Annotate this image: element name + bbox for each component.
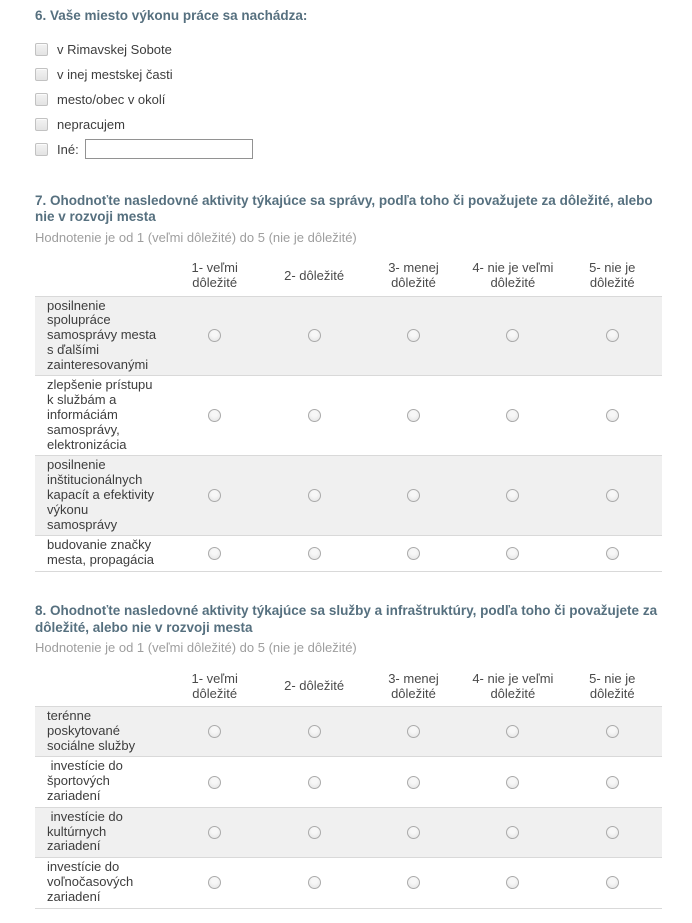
radio-cell xyxy=(463,456,562,535)
radio-button[interactable] xyxy=(308,547,321,560)
row-label: investície do voľnočasových zariadení xyxy=(47,859,137,904)
radio-button[interactable] xyxy=(506,547,519,560)
matrix-row xyxy=(35,296,662,376)
radio-button[interactable] xyxy=(208,876,221,889)
radio-cell xyxy=(165,707,264,756)
matrix-row xyxy=(35,535,662,571)
radio-button[interactable] xyxy=(506,826,519,839)
radio-button[interactable] xyxy=(506,489,519,502)
radio-button[interactable] xyxy=(407,489,420,502)
radio-button[interactable] xyxy=(308,329,321,342)
checkbox-icon[interactable] xyxy=(35,68,48,81)
row-label: posilnenie spolupráce samosprávy mesta s ďalšími zainteresovanými xyxy=(47,297,160,372)
radio-cell xyxy=(364,456,463,535)
radio-cell xyxy=(264,376,363,455)
q8-matrix-header xyxy=(35,665,662,706)
radio-button[interactable] xyxy=(407,329,420,342)
radio-button[interactable] xyxy=(606,409,619,422)
checkbox-option[interactable] xyxy=(35,37,692,62)
column-header: 4- nie je veľmi dôležité xyxy=(472,260,554,290)
checkbox-icon[interactable] xyxy=(35,143,48,156)
radio-cell xyxy=(563,757,662,806)
radio-cell xyxy=(264,297,363,376)
column-header: 5- nie je dôležité xyxy=(589,670,636,701)
question-7 xyxy=(35,193,692,573)
radio-cell xyxy=(264,456,363,535)
radio-cell xyxy=(364,858,463,907)
radio-cell xyxy=(165,808,264,857)
question-8-subtitle: Hodnotenie je od 1 (veľmi dôležité) do 5 (nie je dôležité) xyxy=(35,640,357,656)
radio-cell xyxy=(364,707,463,756)
radio-cell xyxy=(165,297,264,376)
radio-button[interactable] xyxy=(308,776,321,789)
radio-button[interactable] xyxy=(606,876,619,889)
q8-matrix-rows xyxy=(35,706,662,909)
q7-matrix-header xyxy=(35,255,662,296)
row-label: terénne poskytované sociálne služby xyxy=(47,708,136,753)
radio-button[interactable] xyxy=(606,547,619,560)
question-7-title: 7. Ohodnoťte nasledovné aktivity týkajúce sa správy, podľa toho či považujete za dôležité, alebo nie v rozvoji mesta xyxy=(35,192,653,224)
column-header: 3- menej dôležité xyxy=(388,260,439,290)
radio-button[interactable] xyxy=(208,826,221,839)
radio-button[interactable] xyxy=(208,547,221,560)
radio-button[interactable] xyxy=(208,409,221,422)
radio-cell xyxy=(264,707,363,756)
other-text-input[interactable] xyxy=(85,139,253,159)
matrix-row xyxy=(35,706,662,756)
radio-cell xyxy=(364,376,463,455)
column-header: 2- dôležité xyxy=(284,678,345,694)
radio-cell xyxy=(165,757,264,806)
radio-cell xyxy=(165,536,264,571)
column-header: 3- menej dôležité xyxy=(388,670,439,701)
radio-cell xyxy=(563,297,662,376)
radio-button[interactable] xyxy=(208,776,221,789)
radio-cell xyxy=(563,808,662,857)
row-label: zlepšenie prístupu k službám a informáciám samosprávy, elektronizácia xyxy=(47,377,157,452)
matrix-row xyxy=(35,375,662,455)
checkbox-icon[interactable] xyxy=(35,93,48,106)
radio-cell xyxy=(264,858,363,907)
radio-button[interactable] xyxy=(208,329,221,342)
checkbox-option-other[interactable] xyxy=(35,137,692,162)
radio-cell xyxy=(463,858,562,907)
checkbox-option[interactable] xyxy=(35,112,692,137)
option-label: v Rimavskej Sobote xyxy=(57,41,172,57)
radio-button[interactable] xyxy=(506,725,519,738)
q6-options xyxy=(35,37,692,137)
radio-cell xyxy=(463,376,562,455)
radio-button[interactable] xyxy=(606,489,619,502)
option-label: mesto/obec v okolí xyxy=(57,91,166,107)
radio-cell xyxy=(165,858,264,907)
radio-button[interactable] xyxy=(506,876,519,889)
radio-cell xyxy=(364,757,463,806)
matrix-row xyxy=(35,455,662,535)
radio-cell xyxy=(463,707,562,756)
radio-button[interactable] xyxy=(208,489,221,502)
radio-button[interactable] xyxy=(606,776,619,789)
radio-cell xyxy=(563,707,662,756)
question-6 xyxy=(35,8,692,162)
radio-button[interactable] xyxy=(407,876,420,889)
radio-button[interactable] xyxy=(606,329,619,342)
question-6-title: 6. Vaše miesto výkonu práce sa nachádza: xyxy=(35,8,308,23)
checkbox-icon[interactable] xyxy=(35,43,48,56)
row-label: investície do športových zariadení xyxy=(47,758,127,804)
question-8-title: 8. Ohodnoťte nasledovné aktivity týkajúce sa služby a infraštruktúry, podľa toho či považujete za dôležité, alebo nie v rozvoji mesta xyxy=(35,603,658,635)
column-header: 1- veľmi dôležité xyxy=(191,670,238,701)
radio-cell xyxy=(264,757,363,806)
radio-cell xyxy=(264,536,363,571)
radio-cell xyxy=(563,376,662,455)
radio-button[interactable] xyxy=(308,489,321,502)
radio-button[interactable] xyxy=(407,725,420,738)
radio-cell xyxy=(165,376,264,455)
radio-cell xyxy=(463,808,562,857)
radio-cell xyxy=(463,536,562,571)
row-label: posilnenie inštitucionálnych kapacít a efektivity výkonu samosprávy xyxy=(47,457,158,532)
column-header: 1- veľmi dôležité xyxy=(191,260,238,290)
checkbox-icon[interactable] xyxy=(35,118,48,131)
other-option-label: Iné: xyxy=(57,141,79,157)
radio-button[interactable] xyxy=(506,409,519,422)
checkbox-option[interactable] xyxy=(35,62,692,87)
question-7-subtitle: Hodnotenie je od 1 (veľmi dôležité) do 5 (nie je dôležité) xyxy=(35,229,357,245)
radio-button[interactable] xyxy=(308,409,321,422)
radio-button[interactable] xyxy=(308,876,321,889)
radio-button[interactable] xyxy=(407,826,420,839)
option-label: nepracujem xyxy=(57,116,125,132)
radio-button[interactable] xyxy=(606,826,619,839)
radio-cell xyxy=(563,858,662,907)
row-label: budovanie značky mesta, propagácia xyxy=(47,537,155,568)
radio-cell xyxy=(364,536,463,571)
radio-cell xyxy=(364,297,463,376)
radio-cell xyxy=(563,536,662,571)
q7-matrix-rows xyxy=(35,296,662,573)
column-header: 2- dôležité xyxy=(284,267,345,283)
column-header: 4- nie je veľmi dôležité xyxy=(472,670,554,701)
radio-button[interactable] xyxy=(407,776,420,789)
radio-button[interactable] xyxy=(308,725,321,738)
matrix-row xyxy=(35,756,662,806)
radio-button[interactable] xyxy=(407,547,420,560)
radio-cell xyxy=(563,456,662,535)
option-label: v inej mestskej časti xyxy=(57,66,173,82)
radio-button[interactable] xyxy=(308,826,321,839)
matrix-row xyxy=(35,857,662,907)
checkbox-option[interactable] xyxy=(35,87,692,112)
radio-cell xyxy=(165,456,264,535)
row-label: investície do kultúrnych zariadení xyxy=(47,808,127,854)
radio-button[interactable] xyxy=(506,776,519,789)
question-8 xyxy=(35,603,692,909)
radio-cell xyxy=(463,297,562,376)
radio-cell xyxy=(463,757,562,806)
radio-cell xyxy=(364,808,463,857)
radio-cell xyxy=(264,808,363,857)
radio-button[interactable] xyxy=(208,725,221,738)
matrix-row xyxy=(35,807,662,857)
radio-button[interactable] xyxy=(506,329,519,342)
column-header: 5- nie je dôležité xyxy=(589,260,636,290)
radio-button[interactable] xyxy=(606,725,619,738)
radio-button[interactable] xyxy=(407,409,420,422)
